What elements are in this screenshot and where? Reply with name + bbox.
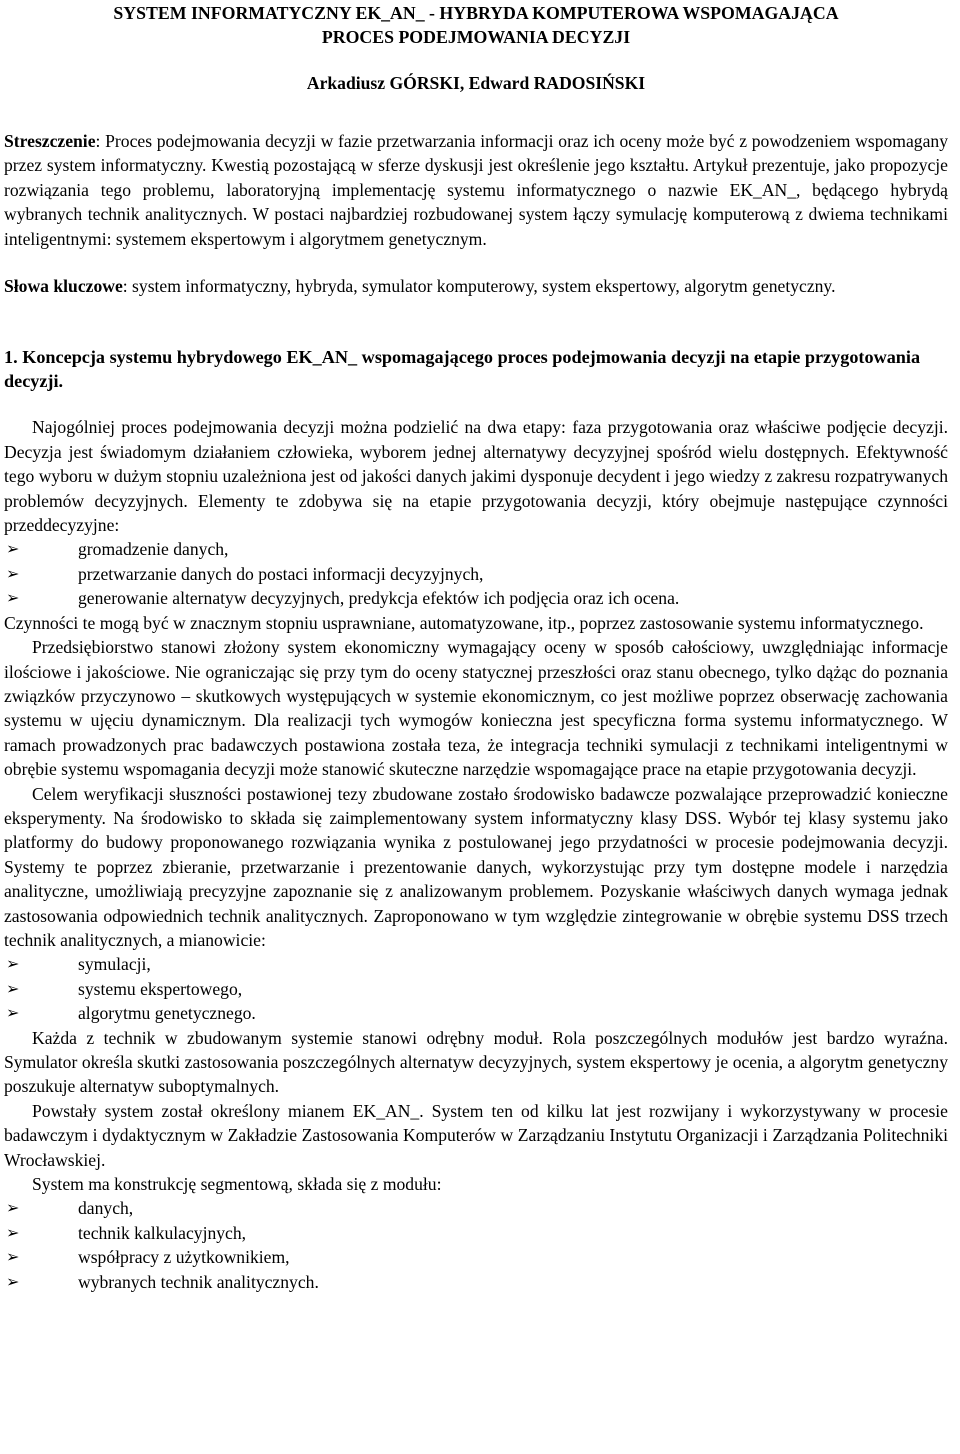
- document-page: [0, 2, 952, 1294]
- arrow-bullet-icon: ➢: [6, 978, 20, 998]
- list-item: ➢ wybranych technik analitycznych.: [4, 1270, 948, 1294]
- paragraph-2: Czynności te mogą być w znacznym stopniu usprawniane, automatyzowane, itp., poprzez zastosowanie systemu informatycznego.: [4, 612, 924, 633]
- keywords: [4, 274, 948, 298]
- keywords-label: Słowa kluczowe: [4, 276, 123, 297]
- paragraph-1: Najogólniej proces podejmowania decyzji można podzielić na dwa etapy: faza przygotowania oraz właściwe podjęcie decyzji. Decyzja jest świadomym działaniem człowieka, wyborem jednej alternatywy decyzyjnej spośród wielu dostępnych. Efektywność tego wyboru w dużym stopniu uzależniona jest od jakości danych jakimi dysponuje decydent i jego wiedzy z zakresu rozpatrywanych problemów decyzyjnych. Elementy te zdobywa się na etapie przygotowania decyzji, który obejmuje następujące czynności przeddecyzyjne:: [4, 417, 948, 536]
- arrow-bullet-icon: ➢: [6, 1222, 20, 1242]
- arrow-bullet-icon: ➢: [6, 1247, 20, 1267]
- bullet-list-2: [4, 952, 948, 1025]
- bullet-list-1: [4, 537, 948, 610]
- keywords-text: : system informatyczny, hybryda, symulator komputerowy, system ekspertowy, algorytm genetyczny.: [122, 276, 836, 297]
- title-line-1: SYSTEM INFORMATYCZNY EK_AN_ - HYBRYDA KOMPUTEROWA WSPOMAGAJĄCA: [113, 3, 839, 23]
- list-item: ➢ przetwarzanie danych do postaci informacji decyzyjnych,: [4, 562, 948, 586]
- paragraph-7: System ma konstrukcję segmentową, składa się z modułu:: [32, 1174, 442, 1195]
- authors: Arkadiusz GÓRSKI, Edward RADOSIŃSKI: [306, 73, 646, 93]
- list-item: ➢ danych,: [4, 1196, 948, 1220]
- arrow-bullet-icon: ➢: [6, 563, 20, 583]
- list-item: ➢ systemu ekspertowego,: [4, 977, 948, 1001]
- paragraph-4: Celem weryfikacji słuszności postawionej tezy zbudowane zostało środowisko badawcze pozwalające przeprowadzić konieczne eksperymenty. Na środowisko to składa się zaimplementowany system informatyczny klasy DSS. Wybór tej klasy systemu jako platformy do budowy proponowanego rozwiązania wynika z postulowanej jego przydatności w procesie podejmowania decyzji. Systemy te poprzez zbieranie, przetwarzanie i prezentowanie danych, wykorzystując przy tym dostępne modele i narzędzia analityczne, umożliwiają precyzyjne zapoznanie się z analizowanym problemem. Pozyskanie właściwych danych wymaga jednak zastosowania odpowiednich technik analitycznych. Zaproponowano w tym względzie zintegrowanie w obrębie systemu DSS trzech technik analitycznych, a mianowicie:: [4, 783, 948, 950]
- list-item: ➢ technik kalkulacyjnych,: [4, 1221, 948, 1245]
- list-item: ➢ współpracy z użytkownikiem,: [4, 1245, 948, 1269]
- bullet-list-3: [4, 1196, 948, 1294]
- title-line-2: PROCES PODEJMOWANIA DECYZJI: [321, 26, 631, 47]
- paragraph-3: Przedsiębiorstwo stanowi złożony system ekonomiczny wymagający oceny w sposób całościowy, uwzględniając informacje ilościowe i jakościowe. Nie ograniczając się przy tym do oceny statycznej przeszłości oraz stanu obecnego, tylko dążąc do poznania związków przyczynowo – skutkowych występujących w systemie ekonomicznym, co jest możliwe poprzez obserwację zachowania systemu w ujęciu dynamicznym. Dla realizacji tych wymogów konieczna jest specyficzna forma systemu informatycznego. W ramach prowadzonych prac badawczych postawiona została teza, że integracja techniki symulacji z technikami inteligentnymi w obrębie systemu wspomagania decyzji może stanowić skuteczne narzędzie wspomagające prace na etapie przygotowania decyzji.: [4, 637, 948, 780]
- list-item: ➢ symulacji,: [4, 952, 948, 976]
- section-heading: 1. Koncepcja systemu hybrydowego EK_AN_ wspomagającego proces podejmowania decyzji na etapie przygotowania decyzji.: [4, 347, 921, 392]
- arrow-bullet-icon: ➢: [6, 1003, 20, 1023]
- abstract-text: : Proces podejmowania decyzji w fazie przetwarzania informacji oraz ich oceny może być z powodzeniem wspomagany przez system informatyczny. Kwestią pozostającą w sferze dyskusji jest określenie jego kształtu. Artykuł prezentuje, jako propozycje rozwiązania tego problemu, laboratoryjną implementację systemu informatycznego o nazwie EK_AN_, będącego hybrydą wybranych technik analitycznych. W postaci najbardziej rozbudowanej system łączy symulację komputerową z dwiema technikami inteligentnymi: systemem ekspertowym i algorytmem genetycznym.: [4, 131, 948, 249]
- abstract-label: Streszczenie: [4, 131, 96, 151]
- abstract: [4, 129, 948, 251]
- list-item: ➢ algorytmu genetycznego.: [4, 1001, 948, 1025]
- arrow-bullet-icon: ➢: [6, 954, 20, 974]
- arrow-bullet-icon: ➢: [6, 1271, 20, 1291]
- paper-title: [4, 2, 948, 49]
- section-body: [4, 415, 948, 1294]
- paragraph-5: Każda z technik w zbudowanym systemie stanowi odrębny moduł. Rola poszczególnych modułów jest bardzo wyraźna. Symulator określa skutki zastosowania poszczególnych alternatyw decyzyjnych, system ekspertowy je ocenia, a algorytm genetyczny poszukuje alternatyw suboptymalnych.: [4, 1027, 948, 1097]
- arrow-bullet-icon: ➢: [6, 1198, 20, 1218]
- arrow-bullet-icon: ➢: [6, 539, 20, 559]
- paragraph-6: Powstały system został określony mianem EK_AN_. System ten od kilku lat jest rozwijany i wykorzystywany w procesie badawczym i dydaktycznym w Zakładzie Zastosowania Komputerów w Zarządzaniu Instytutu Organizacji i Zarządzania Politechniki Wrocławskiej.: [4, 1100, 948, 1170]
- arrow-bullet-icon: ➢: [6, 588, 20, 608]
- list-item: ➢ generowanie alternatyw decyzyjnych, predykcja efektów ich podjęcia oraz ich ocena.: [4, 586, 948, 610]
- list-item: ➢ gromadzenie danych,: [4, 537, 948, 561]
